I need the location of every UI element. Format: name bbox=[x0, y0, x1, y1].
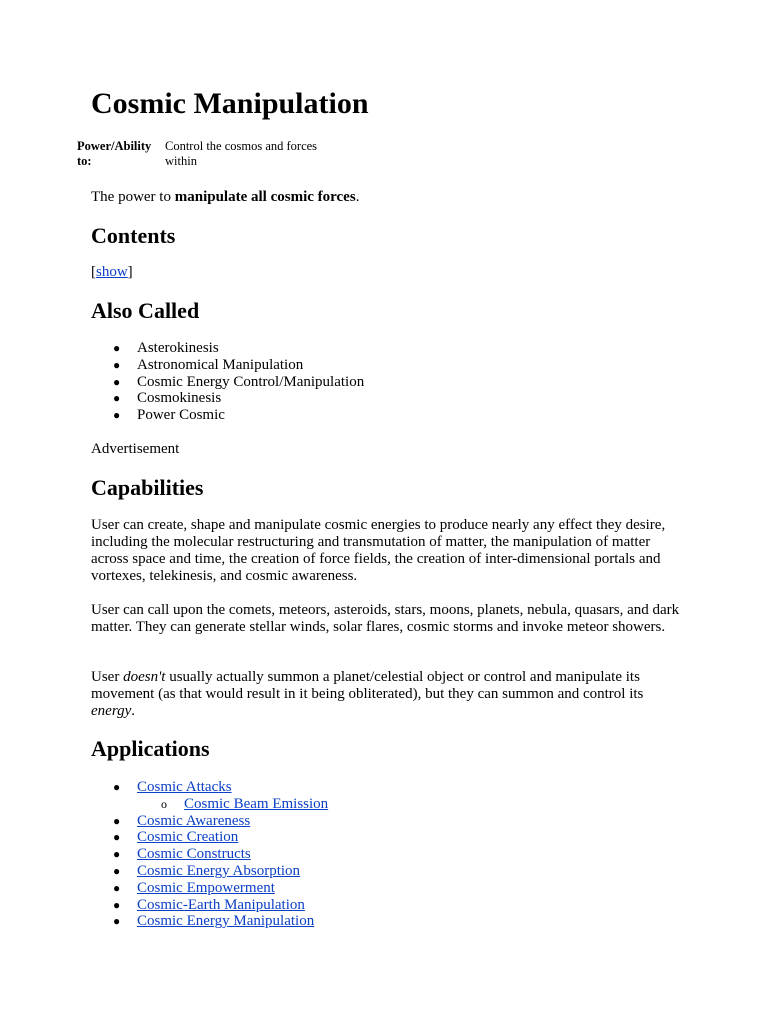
capabilities-paragraph-2: User can call upon the comets, meteors, asteroids, stars, moons, planets, nebula, quasars, and dark matter. They can generate stellar winds, solar flares, cosmic storms and invoke meteor showers. bbox=[91, 602, 680, 635]
bullet-dot-icon: ● bbox=[113, 357, 121, 372]
p3-emphasis: doesn't bbox=[123, 669, 166, 685]
applications-list bbox=[91, 779, 328, 930]
also-called-heading: Also Called bbox=[91, 298, 200, 323]
application-link-cosmic-energy-manipulation[interactable]: Cosmic Energy Manipulation bbox=[137, 913, 315, 930]
toc-open-bracket: [ bbox=[91, 264, 96, 280]
bullet-dot-icon: ● bbox=[113, 897, 121, 912]
lead-paragraph bbox=[91, 188, 359, 206]
list-item bbox=[91, 779, 328, 813]
list-item-text: Cosmic Energy Control/Manipulation bbox=[137, 373, 365, 390]
bullet-dot-icon: ● bbox=[113, 391, 121, 406]
bullet-dot-icon: ● bbox=[113, 830, 121, 845]
list-item-text: Astronomical Manipulation bbox=[137, 356, 304, 373]
infobox-label: Power/Ability to: bbox=[77, 139, 152, 168]
lead-suffix: . bbox=[355, 189, 360, 205]
lead-bold: manipulate all cosmic forces bbox=[174, 189, 356, 205]
list-item bbox=[91, 407, 364, 424]
bullet-dot-icon: ● bbox=[113, 341, 121, 355]
list-item bbox=[91, 863, 328, 880]
contents-heading: Contents bbox=[91, 223, 176, 248]
infobox-value: Control the cosmos and forces within bbox=[165, 139, 318, 168]
p3-text-c: . bbox=[131, 703, 136, 719]
list-item bbox=[91, 340, 364, 357]
applications-sublist bbox=[137, 796, 328, 813]
p3-emphasis-energy: energy bbox=[91, 703, 132, 719]
list-item bbox=[91, 880, 328, 897]
sub-list-item bbox=[137, 796, 328, 813]
bullet-dot-icon: ● bbox=[113, 880, 121, 895]
capabilities-paragraph-1: User can create, shape and manipulate cosmic energies to produce nearly any effect they desire, including the molecular restructuring and transmutation of matter, the manipulation of matter across space and time, the creation of force fields, the creation of inter-dimensional portals and vortexes, telekinesis, and cosmic awareness. bbox=[91, 517, 666, 584]
capabilities-heading: Capabilities bbox=[91, 475, 204, 500]
application-link-cosmic-awareness[interactable]: Cosmic Awareness bbox=[137, 812, 251, 829]
advertisement-label: Advertisement bbox=[91, 441, 180, 457]
bullet-dot-icon: ● bbox=[113, 847, 121, 862]
application-link-cosmic-attacks[interactable]: Cosmic Attacks bbox=[137, 779, 232, 795]
bullet-dot-icon: ● bbox=[113, 780, 121, 794]
bullet-dot-icon: ● bbox=[113, 914, 121, 929]
list-item bbox=[91, 357, 364, 374]
applications-heading: Applications bbox=[91, 736, 210, 761]
list-item bbox=[91, 846, 328, 863]
list-item bbox=[91, 813, 328, 830]
application-link-cosmic-energy-absorption[interactable]: Cosmic Energy Absorption bbox=[137, 862, 301, 879]
infobox-row bbox=[77, 139, 345, 169]
infobox bbox=[77, 139, 345, 169]
bullet-dot-icon: ● bbox=[113, 863, 121, 878]
also-called-list bbox=[91, 340, 364, 424]
toc-toggle bbox=[91, 263, 133, 281]
application-link-cosmic-creation[interactable]: Cosmic Creation bbox=[137, 829, 239, 846]
lead-prefix: The power to bbox=[91, 189, 175, 205]
list-item-text: Asterokinesis bbox=[137, 340, 219, 356]
bullet-dot-icon: ● bbox=[113, 813, 121, 828]
list-item bbox=[91, 829, 328, 846]
list-item-text: Power Cosmic bbox=[137, 407, 225, 424]
capabilities-paragraph-3 bbox=[91, 669, 681, 720]
application-link-cosmic-constructs[interactable]: Cosmic Constructs bbox=[137, 846, 251, 863]
list-item bbox=[91, 913, 328, 930]
bullet-dot-icon: ● bbox=[113, 408, 121, 423]
p3-text-a: User bbox=[91, 669, 124, 685]
toc-show-link[interactable]: show bbox=[96, 264, 128, 280]
bullet-circle-icon: o bbox=[161, 796, 167, 811]
application-link-cosmic-empowerment[interactable]: Cosmic Empowerment bbox=[137, 879, 275, 896]
list-item bbox=[91, 390, 364, 407]
list-item bbox=[91, 897, 328, 914]
p3-text-b: usually actually summon a planet/celestial object or control and manipulate its movement (as that would result in it being obliterated), but they can summon and control its bbox=[91, 669, 644, 702]
bullet-dot-icon: ● bbox=[113, 374, 121, 389]
list-item bbox=[91, 374, 364, 391]
toc-close-bracket: ] bbox=[127, 264, 133, 280]
application-link-cosmic-earth-manipulation[interactable]: Cosmic-Earth Manipulation bbox=[137, 896, 305, 913]
application-link-cosmic-beam-emission[interactable]: Cosmic Beam Emission bbox=[184, 795, 329, 812]
page-title: Cosmic Manipulation bbox=[91, 87, 369, 120]
list-item-text: Cosmokinesis bbox=[137, 390, 222, 407]
